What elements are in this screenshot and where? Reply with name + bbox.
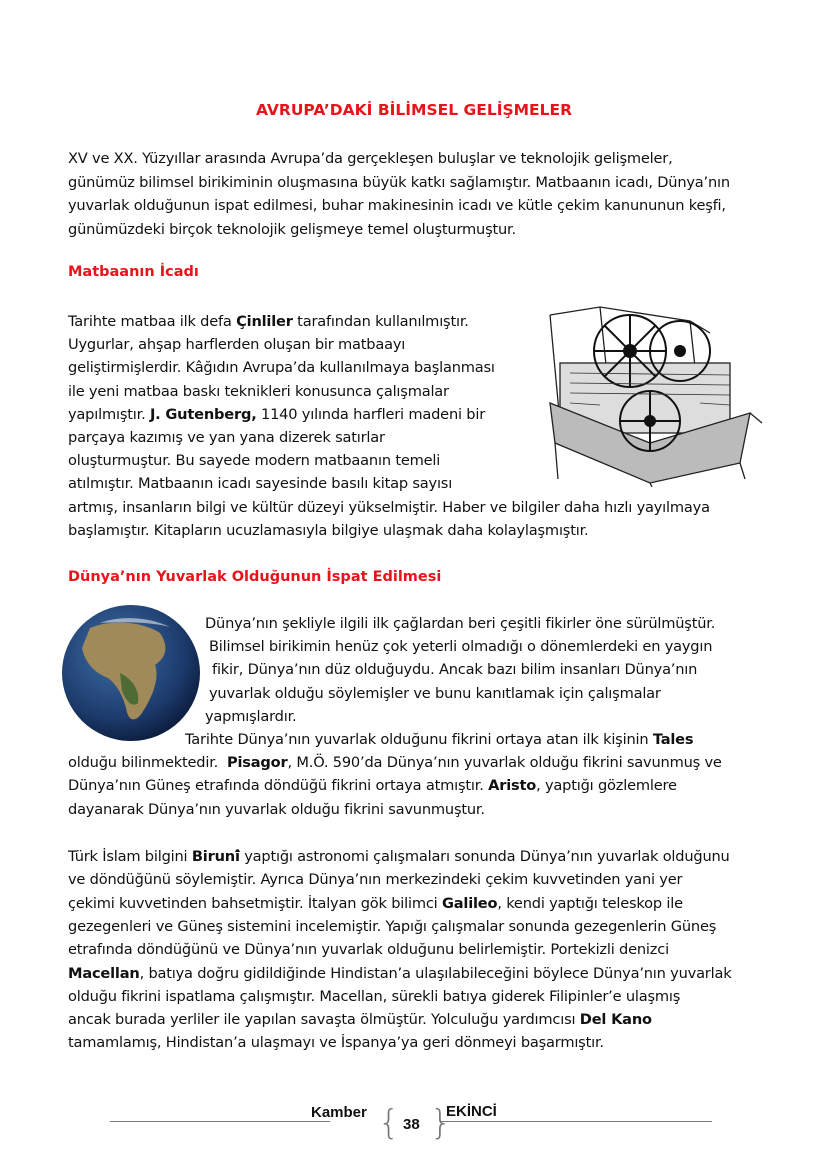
bold-term: Macellan [68, 965, 140, 982]
footer-brace-left: { [378, 1103, 400, 1143]
text-line [68, 336, 405, 353]
footer-author-first: Kamber [311, 1104, 367, 1121]
text-line [68, 499, 710, 516]
text-line [68, 1011, 652, 1028]
text-segment: Dünya’nın şekliyle ilgili ilk çağlardan beri çeşitli fikirler öne sürülmüştür. [205, 615, 716, 632]
text-line [185, 731, 693, 748]
text-line [68, 777, 677, 794]
text-line [68, 895, 683, 912]
text-line [68, 406, 485, 423]
bold-term: Biruni̇̂ [191, 848, 240, 865]
text-line [209, 638, 712, 655]
text-line [68, 383, 449, 400]
footer-rule-left [110, 1121, 330, 1122]
text-segment: yaptığı astronomi çalışmaları sonunda Dünya’nın yuvarlak olduğunu [239, 848, 730, 865]
text-segment: gezegenleri ve Güneş sistemini incelemiştir. Yapığı çalışmalar sonunda gezegenlerin Güneş [68, 918, 717, 935]
text-segment: Bilimsel birikimin henüz çok yeterli olmadığı o dönemlerdeki en yaygın [209, 638, 713, 655]
text-line [68, 359, 495, 376]
page-number: 38 [403, 1116, 420, 1133]
text-segment: parçaya kazımış ve yan yana dizerek satırlar [68, 429, 385, 446]
bold-term: Galileo [441, 895, 498, 912]
text-line [68, 475, 452, 492]
text-segment: , yaptığı gözlemlere [536, 777, 677, 794]
bold-term: Çinliler [236, 313, 293, 330]
bold-term: Tales [652, 731, 694, 748]
earth-globe-image [60, 603, 202, 743]
text-segment: Türk İslam bilgini [68, 848, 192, 865]
bold-term: J. Gutenberg, [149, 406, 257, 423]
text-segment: fikir, Dünya’nın düz olduğuydu. Ancak bazı bilim insanları Dünya’nın [212, 661, 698, 678]
text-line [209, 685, 661, 702]
section-heading-printing: Matbaanın İcadı [68, 264, 199, 280]
text-segment: etrafında döndüğünü ve Dünya’nın yuvarlak olduğunu belirlemiştir. Portekizli denizci [68, 941, 669, 958]
text-line [212, 661, 697, 678]
footer-author-last: EKİNCİ [446, 1103, 497, 1120]
text-segment: , M.Ö. 590’da Dünya’nın yuvarlak olduğu fikrini savunmuş ve [287, 754, 722, 771]
bold-term: Aristo [488, 777, 537, 794]
text-line [68, 452, 440, 469]
text-segment: Uygurlar, ahşap harflerden oluşan bir matbaayı [68, 336, 406, 353]
text-line [68, 429, 385, 446]
text-segment: ancak burada yerliler ile yapılan savaşta ölmüştür. Yolculuğu yardımcısı [68, 1011, 580, 1028]
text-segment: artmış, insanların bilgi ve kültür düzeyi yükselmiştir. Haber ve bilgiler daha hızlı yayılmaya [68, 499, 710, 516]
text-line [68, 965, 731, 982]
text-segment: günümüzdeki birçok teknolojik gelişmeye temel oluşturmuştur. [68, 221, 516, 238]
text-line [68, 918, 716, 935]
text-line [68, 988, 680, 1005]
text-segment: yuvarlak olduğu söylemişler ve bunu kanıtlamak için çalışmalar [209, 685, 661, 702]
text-line [68, 801, 485, 818]
text-segment: tarafından kullanılmıştır. [292, 313, 469, 330]
text-line [68, 871, 682, 888]
text-segment: yapmışlardır. [205, 708, 297, 725]
text-segment: , batıya doğru gidildiğinde Hindistan’a ulaşılabileceğini böylece Dünya’nın yuvarlak [139, 965, 732, 982]
text-segment: çekimi kuvvetinden bahsetmiştir. İtalyan gök bilimci [68, 895, 442, 912]
text-segment: , kendi yaptığı teleskop ile [497, 895, 683, 912]
text-line [68, 848, 730, 865]
text-line [68, 313, 469, 330]
footer-rule-right [440, 1121, 712, 1122]
printing-press-image [540, 303, 768, 487]
text-segment: atılmıştır. Matbaanın icadı sayesinde basılı kitap sayısı [68, 475, 453, 492]
text-line [68, 150, 673, 167]
text-segment: başlamıştır. Kitapların ucuzlamasıyla bilgiye ulaşmak daha kolaylaşmıştır. [68, 522, 589, 539]
text-segment: Dünya’nın Güneş etrafında döndüğü fikrini ortaya atmıştır. [68, 777, 489, 794]
page-title: AVRUPA’DAKİ BİLİMSEL GELİŞMELER [255, 101, 573, 119]
text-line [68, 1034, 604, 1051]
text-line [68, 754, 722, 771]
text-line [68, 174, 730, 191]
text-line [205, 615, 715, 632]
text-segment: yapılmıştır. [68, 406, 150, 423]
text-segment: XV ve XX. Yüzyıllar arasında Avrupa’da gerçekleşen buluşlar ve teknolojik gelişmeler, [68, 150, 673, 167]
text-line [68, 522, 589, 539]
text-segment: tamamlamış, Hindistan’a ulaşmayı ve İspanya’ya geri dönmeyi başarmıştır. [68, 1034, 604, 1051]
text-segment: ile yeni matbaa baskı teknikleri konusunca çalışmalar [68, 383, 449, 400]
text-line [68, 941, 669, 958]
text-line [68, 197, 726, 214]
section-heading-earth: Dünya’nın Yuvarlak Olduğunun İspat Edilmesi [68, 569, 442, 585]
text-line [205, 708, 296, 725]
text-segment: yuvarlak olduğunun ispat edilmesi, buhar makinesinin icadı ve kütle çekim kanununun keşfi, [68, 197, 726, 214]
footer-brace-right: } [430, 1103, 452, 1143]
bold-term: Pisagor [226, 754, 288, 771]
text-segment: günümüz bilimsel birikiminin oluşmasına büyük katkı sağlamıştır. Matbaanın icadı, Dünya’nın [68, 174, 730, 191]
text-segment: ve döndüğünü söylemiştir. Ayrıca Dünya’nın merkezindeki çekim kuvvetinden yani yer [68, 871, 683, 888]
text-segment: oluşturmuştur. Bu sayede modern matbaanın temeli [68, 452, 441, 469]
text-line [68, 221, 516, 238]
text-segment: dayanarak Dünya’nın yuvarlak olduğu fikrini savunmuştur. [68, 801, 485, 818]
text-segment: Tarihte Dünya’nın yuvarlak olduğunu fikrini ortaya atan ilk kişinin [185, 731, 653, 748]
text-segment: olduğu bilinmektedir. [68, 754, 227, 771]
text-segment: olduğu fikrini ispatlama çalışmıştır. Macellan, sürekli batıya giderek Filipinler’e ulaşmış [68, 988, 681, 1005]
bold-term: Del Kano [579, 1011, 652, 1028]
text-segment: 1140 yılında harfleri madeni bir [256, 406, 486, 423]
text-segment: geliştirmişlerdir. Kâğıdın Avrupa’da kullanılmaya başlanması [68, 359, 495, 376]
text-segment: Tarihte matbaa ilk defa [68, 313, 237, 330]
